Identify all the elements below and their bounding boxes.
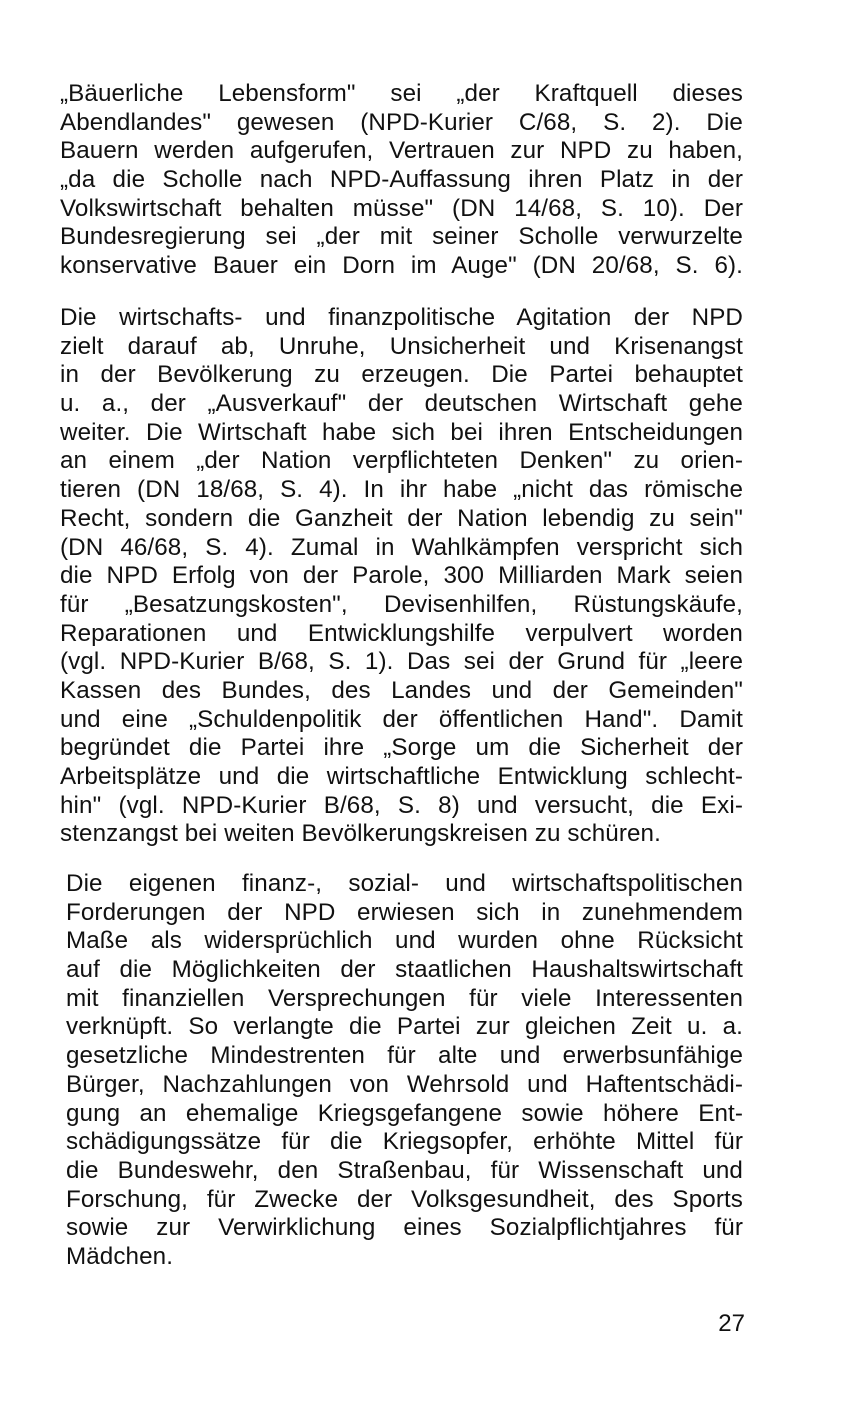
text-line: weiter. Die Wirtschaft habe sich bei ihren Entscheidungen: [60, 418, 743, 446]
text-line: zielt darauf ab, Unruhe, Unsicherheit und Krisenangst: [60, 332, 743, 360]
text-line: Bauern werden aufgerufen, Vertrauen zur NPD zu haben,: [60, 137, 743, 165]
page-number: 27: [718, 1310, 745, 1337]
text-line: in der Bevölkerung zu erzeugen. Die Partei behauptet: [60, 361, 743, 389]
text-line: Abendlandes" gewesen (NPD-Kurier C/68, S. 2). Die: [60, 108, 743, 136]
paragraph-1: [60, 80, 743, 281]
text-line: gung an ehemalige Kriegsgefangene sowie höhere Ent-: [66, 1099, 743, 1127]
paragraph-2: [60, 304, 743, 849]
text-line: gesetzliche Mindestrenten für alte und erwerbsunfähige: [66, 1042, 743, 1070]
text-line: „Bäuerliche Lebensform" sei „der Kraftquell dieses: [60, 80, 743, 107]
text-line: hin" (vgl. NPD-Kurier B/68, S. 8) und versucht, die Exi-: [60, 791, 743, 819]
text-line: Forderungen der NPD erwiesen sich in zunehmendem: [66, 898, 743, 926]
text-line: für „Besatzungskosten", Devisenhilfen, Rüstungskäufe,: [60, 590, 743, 618]
text-line: (vgl. NPD-Kurier B/68, S. 1). Das sei der Grund für „leere: [60, 648, 743, 676]
text-line: Mädchen.: [66, 1242, 174, 1270]
text-line: konservative Bauer ein Dorn im Auge" (DN 20/68, S. 6).: [60, 252, 743, 280]
text-line: Kassen des Bundes, des Landes und der Gemeinden": [60, 676, 743, 704]
text-line: „da die Scholle nach NPD-Auffassung ihren Platz in der: [60, 166, 743, 194]
text-line: verknüpft. So verlangte die Partei zur gleichen Zeit u. a.: [66, 1013, 743, 1041]
text-line: sowie zur Verwirklichung eines Sozialpflichtjahres für: [66, 1214, 743, 1242]
text-line: (DN 46/68, S. 4). Zumal in Wahlkämpfen verspricht sich: [60, 533, 743, 561]
text-line: auf die Möglichkeiten der staatlichen Haushaltswirtschaft: [66, 956, 743, 984]
text-line: Reparationen und Entwicklungshilfe verpulvert worden: [60, 619, 743, 647]
text-line: stenzangst bei weiten Bevölkerungskreisen zu schüren.: [60, 820, 661, 848]
text-line: u. a., der „Ausverkauf" der deutschen Wirtschaft gehe: [60, 390, 743, 418]
text-line: schädigungssätze für die Kriegsopfer, erhöhte Mittel für: [66, 1128, 743, 1156]
text-line: mit finanziellen Versprechungen für viele Interessenten: [66, 984, 743, 1012]
paragraph-3: [66, 870, 743, 1272]
text-line: Maße als widersprüchlich und wurden ohne Rücksicht: [66, 927, 743, 955]
text-line: die Bundeswehr, den Straßenbau, für Wissenschaft und: [66, 1156, 743, 1184]
text-line: Volkswirtschaft behalten müsse" (DN 14/68, S. 10). Der: [60, 194, 743, 222]
text-line: Die wirtschafts- und finanzpolitische Agitation der NPD: [60, 304, 743, 331]
text-line: die NPD Erfolg von der Parole, 300 Milliarden Mark seien: [60, 562, 743, 590]
text-line: tieren (DN 18/68, S. 4). In ihr habe „nicht das römische: [60, 476, 743, 504]
text-line: und eine „Schuldenpolitik der öffentlichen Hand". Damit: [60, 705, 743, 733]
text-line: Forschung, für Zwecke der Volksgesundheit, des Sports: [66, 1185, 743, 1213]
text-line: Arbeitsplätze und die wirtschaftliche Entwicklung schlecht-: [60, 763, 743, 790]
text-line: an einem „der Nation verpflichteten Denken" zu orien-: [60, 447, 743, 475]
text-line: Bürger, Nachzahlungen von Wehrsold und Haftentschädi-: [66, 1070, 743, 1098]
text-line: Bundesregierung sei „der mit seiner Scholle verwurzelte: [60, 223, 743, 251]
text-line: begründet die Partei ihre „Sorge um die Sicherheit der: [60, 734, 743, 762]
text-line: Recht, sondern die Ganzheit der Nation lebendig zu sein": [60, 504, 743, 532]
text-line: Die eigenen finanz-, sozial- und wirtschaftspolitischen: [66, 870, 743, 897]
